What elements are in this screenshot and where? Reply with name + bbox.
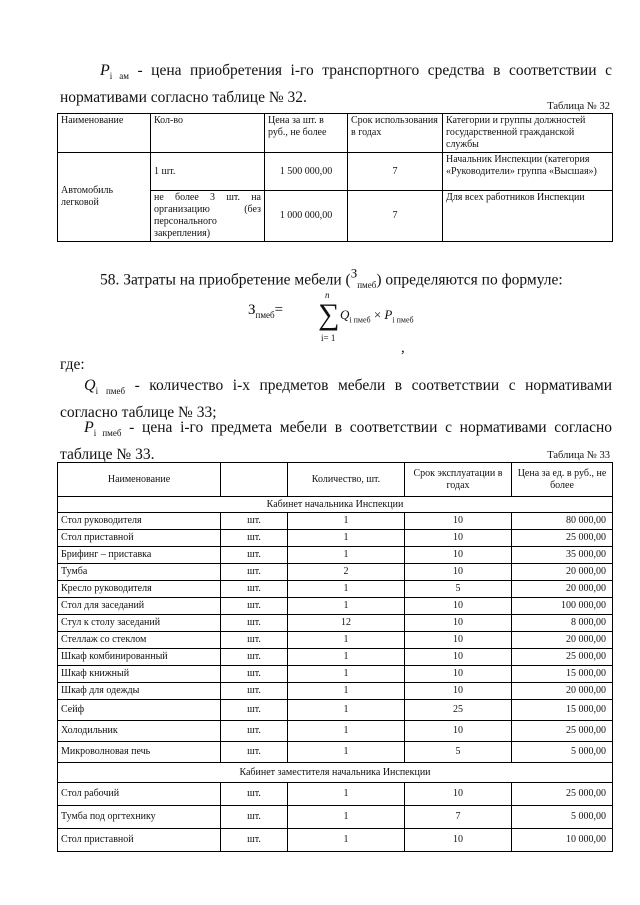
table32-header-qty: Кол-во xyxy=(151,114,265,153)
table33-cell-unit: шт. xyxy=(221,649,288,666)
table33-cell-name: Стол приставной xyxy=(58,829,221,852)
table33-cell-qty: 1 xyxy=(288,513,405,530)
table33-cell-name: Стол рабочий xyxy=(58,783,221,806)
table-row xyxy=(58,829,613,852)
table32-vehicle-name: Автомобиль легковой xyxy=(58,153,151,242)
table33-cell-qty: 1 xyxy=(288,598,405,615)
table-row xyxy=(58,649,613,666)
table-row xyxy=(58,666,613,683)
table33-header-unit xyxy=(221,463,288,497)
where-p-definition xyxy=(60,417,612,465)
table-row xyxy=(58,598,613,615)
table33-cell-unit: шт. xyxy=(221,530,288,547)
table33-cell-name: Холодильник xyxy=(58,721,221,742)
table-row xyxy=(58,742,613,763)
table33-cell-name: Тумба под оргтехнику xyxy=(58,806,221,829)
table33-cell-price: 25 000,00 xyxy=(512,783,613,806)
price-symbol: $P_{i ам}$ xyxy=(100,62,129,82)
table-row xyxy=(58,581,613,598)
table33-cell-name: Шкаф книжный xyxy=(58,666,221,683)
table33-cell-price: 35 000,00 xyxy=(512,547,613,564)
table32-header-term: Срок использования в годах xyxy=(348,114,443,153)
table32-price: 1 500 000,00 xyxy=(265,153,348,191)
table33-cell-unit: шт. xyxy=(221,615,288,632)
table33-cell-term: 10 xyxy=(405,721,512,742)
table33-cell-unit: шт. xyxy=(221,598,288,615)
table33-cell-qty: 1 xyxy=(288,530,405,547)
table33-cell-term: 10 xyxy=(405,564,512,581)
table33-cell-term: 5 xyxy=(405,581,512,598)
table33-cell-price: 20 000,00 xyxy=(512,683,613,700)
where-q-text: - количество i-х предметов мебели в соответствии с нормативами согласно таблице № 33; xyxy=(60,377,613,422)
table-row xyxy=(58,615,613,632)
table33-cell-name: Стол приставной xyxy=(58,530,221,547)
quantity-symbol: $Q_{i пмеб}$ xyxy=(84,377,126,397)
table32-header-name: Наименование xyxy=(58,114,151,153)
table-row xyxy=(58,683,613,700)
table32-price: 1 000 000,00 xyxy=(265,191,348,242)
price-symbol: $P_{i пмеб}$ xyxy=(84,419,122,439)
table33-cell-qty: 2 xyxy=(288,564,405,581)
table33-cell-name: Шкаф для одежды xyxy=(58,683,221,700)
table33-cell-term: 10 xyxy=(405,530,512,547)
table33-cell-price: 25 000,00 xyxy=(512,649,613,666)
table33-cell-term: 7 xyxy=(405,806,512,829)
paragraph-58-text: 58. Затраты на приобретение мебели ( xyxy=(100,271,351,289)
table33-cell-name: Шкаф комбинированный xyxy=(58,649,221,666)
table33-cell-qty: 1 xyxy=(288,700,405,721)
table33-cell-unit: шт. xyxy=(221,513,288,530)
table33-section-title: Кабинет заместителя начальника Инспекции xyxy=(58,763,613,783)
table32-header-category: Категории и группы должностей государственной гражданской службы xyxy=(443,114,613,153)
table33-cell-price: 80 000,00 xyxy=(512,513,613,530)
table-row xyxy=(58,547,613,564)
table33-cell-unit: шт. xyxy=(221,783,288,806)
table33-cell-term: 10 xyxy=(405,547,512,564)
table33-label: Таблица № 33 xyxy=(547,450,610,461)
where-q-definition xyxy=(60,375,612,423)
where-label: где: xyxy=(60,356,85,373)
table33-header-row xyxy=(58,463,613,497)
table33-cell-qty: 12 xyxy=(288,615,405,632)
table-33 xyxy=(57,462,613,852)
furniture-cost-symbol: $^З_{пмеб}$ xyxy=(350,266,377,291)
table33-cell-term: 10 xyxy=(405,666,512,683)
table33-cell-term: 10 xyxy=(405,683,512,700)
table33-cell-name: Стол для заседаний xyxy=(58,598,221,615)
table33-cell-term: 10 xyxy=(405,598,512,615)
table33-cell-qty: 1 xyxy=(288,783,405,806)
table-row xyxy=(58,721,613,742)
table33-cell-term: 10 xyxy=(405,632,512,649)
table33-cell-qty: 1 xyxy=(288,666,405,683)
table33-cell-qty: 1 xyxy=(288,547,405,564)
table32-header-price: Цена за шт. в руб., не более xyxy=(265,114,348,153)
table33-cell-unit: шт. xyxy=(221,806,288,829)
table33-header-qty: Количество, шт. xyxy=(288,463,405,497)
table-section-row xyxy=(58,497,613,513)
table-row xyxy=(58,530,613,547)
table33-cell-term: 5 xyxy=(405,742,512,763)
table33-cell-qty: 1 xyxy=(288,632,405,649)
table33-cell-qty: 1 xyxy=(288,581,405,598)
paragraph-58-text-end: ) определяются по формуле: xyxy=(376,271,563,289)
table33-cell-name: Сейф xyxy=(58,700,221,721)
table32-term: 7 xyxy=(348,191,443,242)
table32-qty: не более 3 шт. на организацию (без персонального закрепления) xyxy=(151,191,265,242)
table33-cell-name: Стол руководителя xyxy=(58,513,221,530)
paragraph-58 xyxy=(60,263,612,297)
table33-cell-unit: шт. xyxy=(221,547,288,564)
table32-label: Таблица № 32 xyxy=(547,101,610,112)
table33-cell-name: Микроволновая печь xyxy=(58,742,221,763)
table33-cell-unit: шт. xyxy=(221,700,288,721)
formula-rhs: $Q_{i пмеб} \times P_{i пмеб}$ xyxy=(340,307,414,325)
table33-cell-price: 15 000,00 xyxy=(512,666,613,683)
table33-cell-name: Стул к столу заседаний xyxy=(58,615,221,632)
table33-cell-qty: 1 xyxy=(288,683,405,700)
table33-cell-term: 10 xyxy=(405,829,512,852)
table-row xyxy=(58,806,613,829)
table32-term: 7 xyxy=(348,153,443,191)
formula-sum-bottom: i= 1 xyxy=(321,333,336,343)
table33-cell-term: 10 xyxy=(405,615,512,632)
table33-cell-price: 20 000,00 xyxy=(512,564,613,581)
table33-header-term: Срок эксплуатации в годах xyxy=(405,463,512,497)
table33-section-title: Кабинет начальника Инспекции xyxy=(58,497,613,513)
table32-category: Для всех работников Инспекции xyxy=(443,191,613,242)
formula-sum-top: n xyxy=(325,290,330,300)
table-row xyxy=(58,153,613,191)
intro-paragraph xyxy=(60,60,612,108)
table33-cell-price: 25 000,00 xyxy=(512,721,613,742)
table33-cell-qty: 1 xyxy=(288,649,405,666)
table-row xyxy=(58,632,613,649)
formula-comma: , xyxy=(401,340,405,356)
table33-cell-term: 25 xyxy=(405,700,512,721)
table33-cell-price: 10 000,00 xyxy=(512,829,613,852)
intro-text: - цена приобретения i-го транспортного средства в соответствии с нормативами согласно таблице № 32. xyxy=(60,62,612,107)
table33-cell-price: 15 000,00 xyxy=(512,700,613,721)
table33-cell-unit: шт. xyxy=(221,683,288,700)
formula-lhs: $З_{пмеб}=$ xyxy=(248,302,284,320)
sum-icon: ∑ xyxy=(318,298,340,331)
table33-cell-unit: шт. xyxy=(221,581,288,598)
table-row xyxy=(58,564,613,581)
table-row xyxy=(58,700,613,721)
table33-cell-unit: шт. xyxy=(221,632,288,649)
table32-header-row xyxy=(58,114,613,153)
table33-cell-price: 20 000,00 xyxy=(512,581,613,598)
table33-cell-qty: 1 xyxy=(288,829,405,852)
table33-cell-price: 8 000,00 xyxy=(512,615,613,632)
table33-cell-price: 5 000,00 xyxy=(512,742,613,763)
table33-cell-term: 10 xyxy=(405,649,512,666)
table33-body xyxy=(58,497,613,852)
table33-cell-unit: шт. xyxy=(221,666,288,683)
table-row xyxy=(58,513,613,530)
table33-header-price: Цена за ед. в руб., не более xyxy=(512,463,613,497)
table33-cell-unit: шт. xyxy=(221,829,288,852)
table33-cell-qty: 1 xyxy=(288,806,405,829)
table33-cell-price: 100 000,00 xyxy=(512,598,613,615)
table33-cell-price: 5 000,00 xyxy=(512,806,613,829)
table33-cell-unit: шт. xyxy=(221,721,288,742)
table33-header-name: Наименование xyxy=(58,463,221,497)
table33-cell-unit: шт. xyxy=(221,742,288,763)
table33-cell-qty: 1 xyxy=(288,721,405,742)
table-32 xyxy=(57,113,613,242)
table33-cell-name: Стеллаж со стеклом xyxy=(58,632,221,649)
where-p-text: - цена i-го предмета мебели в соответствии с нормативами согласно таблице № 33. xyxy=(60,419,613,464)
table-section-row xyxy=(58,763,613,783)
table33-cell-name: Тумба xyxy=(58,564,221,581)
table33-cell-name: Кресло руководителя xyxy=(58,581,221,598)
table33-cell-price: 25 000,00 xyxy=(512,530,613,547)
table-row xyxy=(58,783,613,806)
table32-qty: 1 шт. xyxy=(151,153,265,191)
table33-cell-unit: шт. xyxy=(221,564,288,581)
table33-cell-price: 20 000,00 xyxy=(512,632,613,649)
table33-cell-name: Брифинг – приставка xyxy=(58,547,221,564)
table33-cell-qty: 1 xyxy=(288,742,405,763)
table33-cell-term: 10 xyxy=(405,513,512,530)
table32-category: Начальник Инспекции (категория «Руководители» группа «Высшая») xyxy=(443,153,613,191)
table33-cell-term: 10 xyxy=(405,783,512,806)
